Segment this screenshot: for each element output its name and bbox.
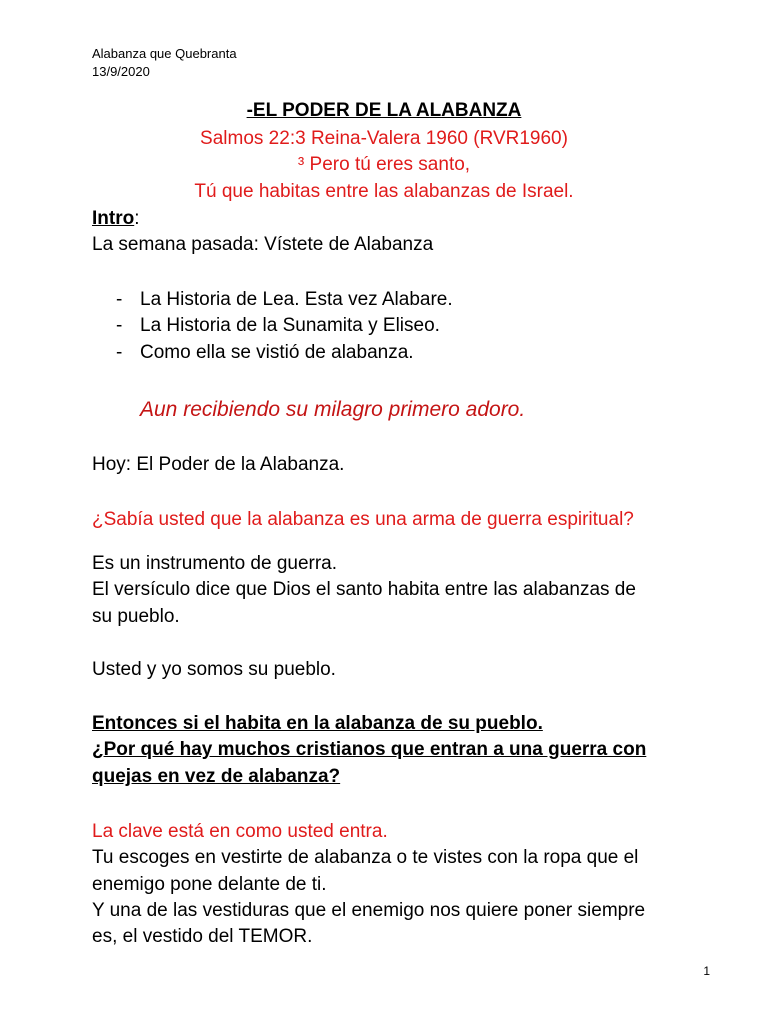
list-item — [116, 314, 440, 338]
intro-colon: : — [134, 208, 140, 229]
doc-date: 13/9/2020 — [92, 64, 150, 79]
highlight-quote: Aun recibiendo su milagro primero adoro. — [140, 398, 526, 421]
paragraph-line: enemigo pone delante de ti. — [92, 874, 327, 895]
list-item — [116, 288, 453, 312]
list-item-text: Como ella se vistió de alabanza. — [140, 342, 414, 363]
intro-heading — [92, 207, 140, 231]
paragraph-line: su pueblo. — [92, 606, 180, 627]
question-line: ¿Sabía usted que la alabanza es una arma de guerra espiritual? — [92, 509, 634, 530]
verse-line-2: Tú que habitas entre las alabanzas de Israel. — [194, 181, 574, 202]
bullet-marker: - — [116, 289, 123, 310]
page-title: -EL PODER DE LA ALABANZA — [246, 100, 522, 121]
paragraph-line: Usted y yo somos su pueblo. — [92, 659, 336, 680]
bold-statement: Entonces si el habita en la alabanza de su pueblo. — [92, 713, 543, 734]
bullet-marker: - — [116, 342, 123, 363]
list-item-text: La Historia de la Sunamita y Eliseo. — [140, 315, 440, 336]
bullet-marker: - — [116, 315, 123, 336]
verse-line-1: ³ Pero tú eres santo, — [297, 154, 471, 175]
paragraph-line: Es un instrumento de guerra. — [92, 553, 338, 574]
paragraph-line: Y una de las vestiduras que el enemigo nos quiere poner siempre — [92, 900, 646, 921]
bold-question-line-2: quejas en vez de alabanza? — [92, 766, 341, 787]
bold-question-line-1: ¿Por qué hay muchos cristianos que entran a una guerra con — [92, 739, 647, 760]
list-item-text: La Historia de Lea. Esta vez Alabare. — [140, 289, 453, 310]
list-item — [116, 341, 414, 365]
doc-name: Alabanza que Quebranta — [92, 46, 237, 61]
page-number: 1 — [703, 964, 710, 978]
paragraph-line: Tu escoges en vestirte de alabanza o te vistes con la ropa que el — [92, 847, 639, 868]
today-line: Hoy: El Poder de la Alabanza. — [92, 454, 345, 475]
intro-label: Intro — [92, 208, 135, 229]
paragraph-line: es, el vestido del TEMOR. — [92, 926, 313, 947]
key-statement: La clave está en como usted entra. — [92, 821, 388, 842]
scripture-reference: Salmos 22:3 Reina-Valera 1960 (RVR1960) — [200, 128, 568, 149]
last-week-line: La semana pasada: Vístete de Alabanza — [92, 234, 434, 255]
paragraph-line: El versículo dice que Dios el santo habita entre las alabanzas de — [92, 579, 636, 600]
